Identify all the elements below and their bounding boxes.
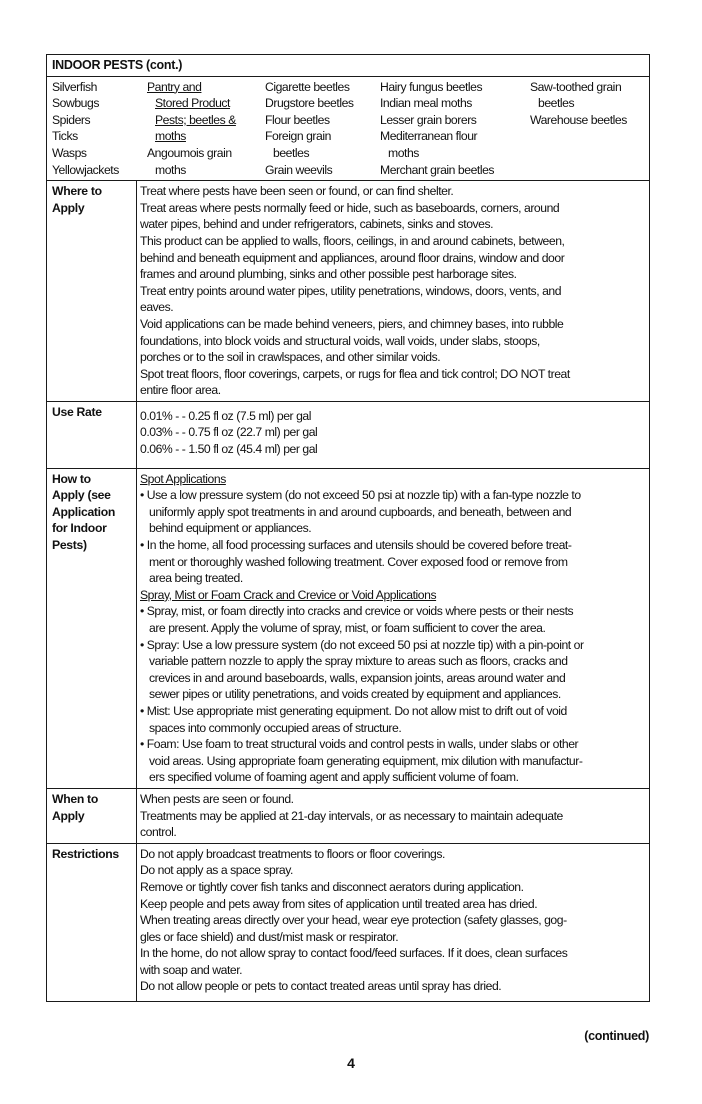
bullet-line: • Spray, mist, or foam directly into cracks and crevice or voids where pests or their nests [140,604,574,619]
pest-name: Spiders [52,112,91,127]
bullet-continuation: void areas. Using appropriate foam generating equipment, mix dilution with manufactur- [149,753,583,768]
pest-name: Drugstore beetles [265,96,354,111]
pest-name: Pantry and [147,79,202,94]
bullet-line: • Mist: Use appropriate mist generating equipment. Do not allow mist to drift out of void [140,703,567,718]
pest-name: Cigarette beetles [265,79,350,94]
indoor-pests-table [46,54,650,1002]
pest-name: beetles [273,145,310,160]
heading-line: Apply (see [52,488,111,503]
pest-column-4 [380,79,530,179]
text-line: Do not apply broadcast treatments to floors or floor coverings. [140,846,445,861]
pest-name: Foreign grain [265,129,331,144]
text-line: Treat entry points around water pipes, utility penetrations, windows, doors, vents, and [140,283,562,298]
rate-line: 0.01% - - 0.25 fl oz (7.5 ml) per gal [140,408,311,423]
heading-line: for Indoor [52,521,107,536]
bullet-continuation: area being treated. [149,571,243,586]
where-to-apply-text [137,181,650,402]
pest-name: Stored Product [155,96,230,111]
text-line: This product can be applied to walls, floors, ceilings, in and around cabinets, between, [140,233,565,248]
bullet-continuation: variable pattern nozzle to apply the spray mixture to areas such as floors, cracks and [149,654,568,669]
bullet-continuation: spaces into commonly occupied areas of structure. [149,720,402,735]
text-line: gles or face shield) and dust/mist mask or respirator. [140,929,399,944]
use-rate-row [47,401,650,468]
restrictions-row [47,843,650,1001]
text-line: with soap and water. [140,962,243,977]
bullet-continuation: behind equipment or appliances. [149,521,312,536]
pest-name: Indian meal moths [380,96,472,111]
pest-list-row [47,76,650,181]
when-to-apply-row [47,788,650,843]
text-line: eaves. [140,300,174,315]
pest-column-2 [147,79,265,179]
pest-name: Pests; beetles & [155,112,236,127]
use-rate-text [137,401,650,468]
how-to-apply-text [137,468,650,788]
use-rate-heading: Use Rate [47,401,137,468]
pest-name: Mediterranean flour [380,129,478,144]
text-line: foundations, into block voids and structural voids, wall voids, under slabs, stoops, [140,333,540,348]
pest-column-1 [52,79,147,179]
pest-name: Grain weevils [265,162,333,177]
text-line: In the home, do not allow spray to contact food/feed surfaces. If it does, clean surfaces [140,946,568,961]
pest-name: Sowbugs [52,96,99,111]
text-line: When pests are seen or found. [140,791,294,806]
heading-line: Where to [52,184,102,199]
text-line: control. [140,825,177,840]
pest-column-5 [530,79,640,179]
pest-name: moths [155,129,186,144]
rate-line: 0.06% - - 1.50 fl oz (45.4 ml) per gal [140,442,318,457]
pest-name: beetles [538,96,575,111]
text-line: Treatments may be applied at 21-day intervals, or as necessary to maintain adequate [140,808,563,823]
heading-line: Pests) [52,538,87,553]
how-to-apply-row [47,468,650,788]
subsection-title: Spot Applications [140,471,226,486]
rate-line: 0.03% - - 0.75 fl oz (22.7 ml) per gal [140,425,318,440]
text-line: Spot treat floors, floor coverings, carpets, or rugs for flea and tick control; DO NOT treat [140,366,570,381]
continued-note: (continued) [584,1029,649,1043]
pest-name: Ticks [52,129,78,144]
bullet-line: • In the home, all food processing surfaces and utensils should be covered before treat- [140,538,572,553]
pest-column-3 [265,79,380,179]
text-line: Do not allow people or pets to contact treated areas until spray has dried. [140,979,502,994]
heading-line: How to [52,471,91,486]
text-line: entire floor area. [140,383,221,398]
text-line: Do not apply as a space spray. [140,863,293,878]
text-line: Keep people and pets away from sites of application until treated area has dried. [140,896,538,911]
bullet-continuation: are present. Apply the volume of spray, mist, or foam sufficient to cover the area. [149,621,546,635]
page-number: 4 [347,1055,355,1071]
pest-name: Saw-toothed grain [530,79,622,94]
bullet-line: • Spray: Use a low pressure system (do not exceed 50 psi at nozzle tip) with a pin-point or [140,637,584,652]
text-line: Treat areas where pests normally feed or hide, such as baseboards, corners, around [140,200,560,215]
heading-line: Apply [52,200,85,215]
when-to-apply-text [137,788,650,843]
bullet-continuation: uniformly apply spot treatments in and around cupboards, and beneath, between and [149,504,572,519]
where-to-apply-heading [47,181,137,402]
text-line: frames and around plumbing, sinks and other possible pest harborage sites. [140,267,517,282]
where-to-apply-row [47,181,650,402]
pest-name: Merchant grain beetles [380,162,495,177]
restrictions-text [137,843,650,1001]
bullet-continuation: ers specified volume of foaming agent and apply sufficient volume of foam. [149,770,519,785]
pest-name: Hairy fungus beetles [380,79,483,94]
section-title: INDOOR PESTS (cont.) [47,55,650,77]
text-line: Void applications can be made behind veneers, piers, and chimney bases, into rubble [140,316,564,331]
text-line: When treating areas directly over your head, wear eye protection (safety glasses, gog- [140,913,567,928]
text-line: Treat where pests have been seen or found, or can find shelter. [140,184,454,199]
bullet-line: • Use a low pressure system (do not exceed 50 psi at nozzle tip) with a fan-type nozzle to [140,488,581,503]
pest-name: Flour beetles [265,112,330,127]
text-line: behind and beneath equipment and appliances, around floor drains, window and door [140,250,565,265]
subsection-title: Spray, Mist or Foam Crack and Crevice or Void Applications [140,587,437,602]
pest-name: moths [155,162,186,177]
pest-name: Wasps [52,145,87,160]
pest-list [52,79,646,179]
text-line: water pipes, behind and under refrigerators, cabinets, sinks and stoves. [140,217,494,232]
heading-line: Apply [52,808,85,823]
text-line: porches or to the soil in crawlspaces, and other similar voids. [140,350,441,365]
pest-name: Silverfish [52,79,97,94]
text-line: Remove or tightly cover fish tanks and disconnect aerators during application. [140,879,524,894]
restrictions-heading: Restrictions [47,843,137,1001]
when-to-apply-heading [47,788,137,843]
heading-line: Application [52,504,116,519]
pest-name: Warehouse beetles [530,112,627,127]
pest-name: Angoumois grain [147,145,232,160]
bullet-continuation: crevices in and around baseboards, walls, expansion joints, areas around water and [149,670,566,685]
section-title-row [47,55,650,77]
pest-name: moths [388,145,419,160]
how-to-apply-heading [47,468,137,788]
heading-line: When to [52,791,98,806]
bullet-line: • Foam: Use foam to treat structural voids and control pests in walls, under slabs or other [140,737,579,752]
bullet-continuation: sewer pipes or utility penetrations, and voids created by equipment and appliances. [149,687,561,702]
pest-name: Lesser grain borers [380,112,477,127]
pest-name: Yellowjackets [52,162,119,177]
bullet-continuation: ment or thoroughly washed following treatment. Cover exposed food or remove from [149,554,568,569]
